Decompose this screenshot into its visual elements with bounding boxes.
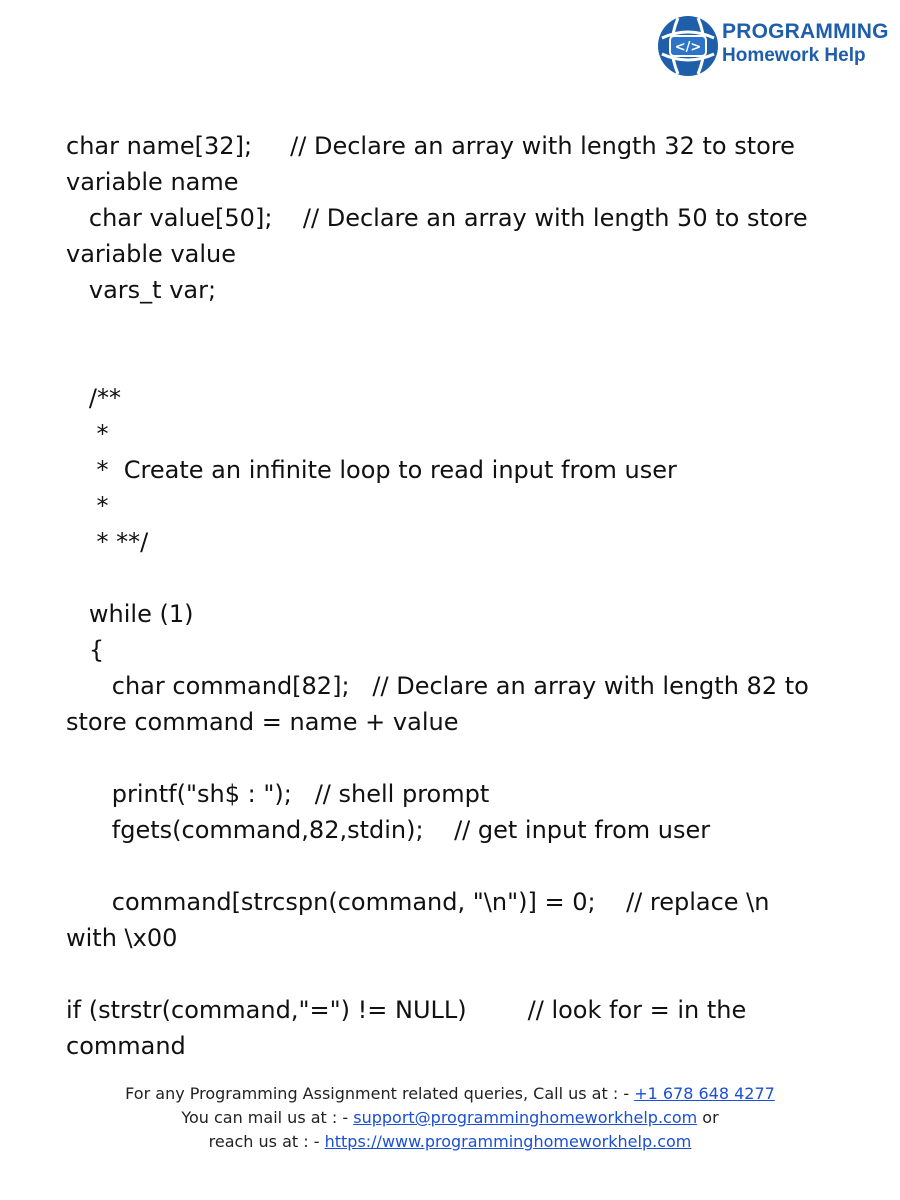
code-line: fgets(command,82,stdin); // get input from user (66, 816, 711, 844)
code-line: variable name (66, 168, 239, 196)
logo-subtitle: Homework Help (722, 45, 866, 66)
code-line (66, 560, 856, 596)
footer-mail-suffix: or (697, 1108, 719, 1127)
code-line (66, 848, 856, 884)
footer-mail-text: You can mail us at : - (181, 1108, 354, 1127)
footer-call-line (0, 1082, 900, 1106)
code-line: /** (66, 384, 121, 412)
logo-title: PROGRAMMING (722, 20, 889, 43)
code-line: char name[32]; // Declare an array with length 32 to store (66, 132, 795, 160)
footer-call-text: For any Programming Assignment related queries, Call us at : - (125, 1084, 635, 1103)
globe-code-icon (656, 14, 720, 78)
logo-wordmark (722, 20, 889, 68)
code-line: command[strcspn(command, "\n")] = 0; // replace \n (66, 888, 770, 916)
code-line: * (66, 492, 109, 520)
footer-web-line (0, 1130, 900, 1154)
footer-mail-line (0, 1106, 900, 1130)
footer (0, 1082, 900, 1154)
website-link[interactable]: https://www.programminghomeworkhelp.com (324, 1132, 692, 1151)
code-line (66, 740, 856, 776)
code-line: command (66, 1032, 186, 1060)
code-line: * (66, 420, 109, 448)
code-line: variable value (66, 240, 237, 268)
code-line (66, 956, 856, 992)
code-line: if (strstr(command,"=") != NULL) // look for = in the (66, 996, 747, 1024)
code-line (66, 344, 856, 380)
code-line: while (1) (66, 600, 194, 628)
code-line: * **/ (66, 528, 149, 556)
code-line: vars_t var; (66, 276, 217, 304)
code-line: char command[82]; // Declare an array with length 82 to (66, 672, 809, 700)
email-link[interactable]: support@programminghomeworkhelp.com (353, 1108, 698, 1127)
code-line: printf("sh$ : "); // shell prompt (66, 780, 490, 808)
code-line (66, 308, 856, 344)
code-line: { (66, 636, 105, 664)
code-block (66, 128, 856, 1064)
footer-web-text: reach us at : - (208, 1132, 325, 1151)
logo-mark-text: </> (674, 40, 702, 55)
code-line: * Create an infinite loop to read input from user (66, 456, 677, 484)
phone-link[interactable]: +1 678 648 4277 (634, 1084, 775, 1103)
code-line: char value[50]; // Declare an array with length 50 to store (66, 204, 808, 232)
code-line: store command = name + value (66, 708, 459, 736)
code-line: with \x00 (66, 924, 178, 952)
brand-logo (656, 12, 896, 82)
